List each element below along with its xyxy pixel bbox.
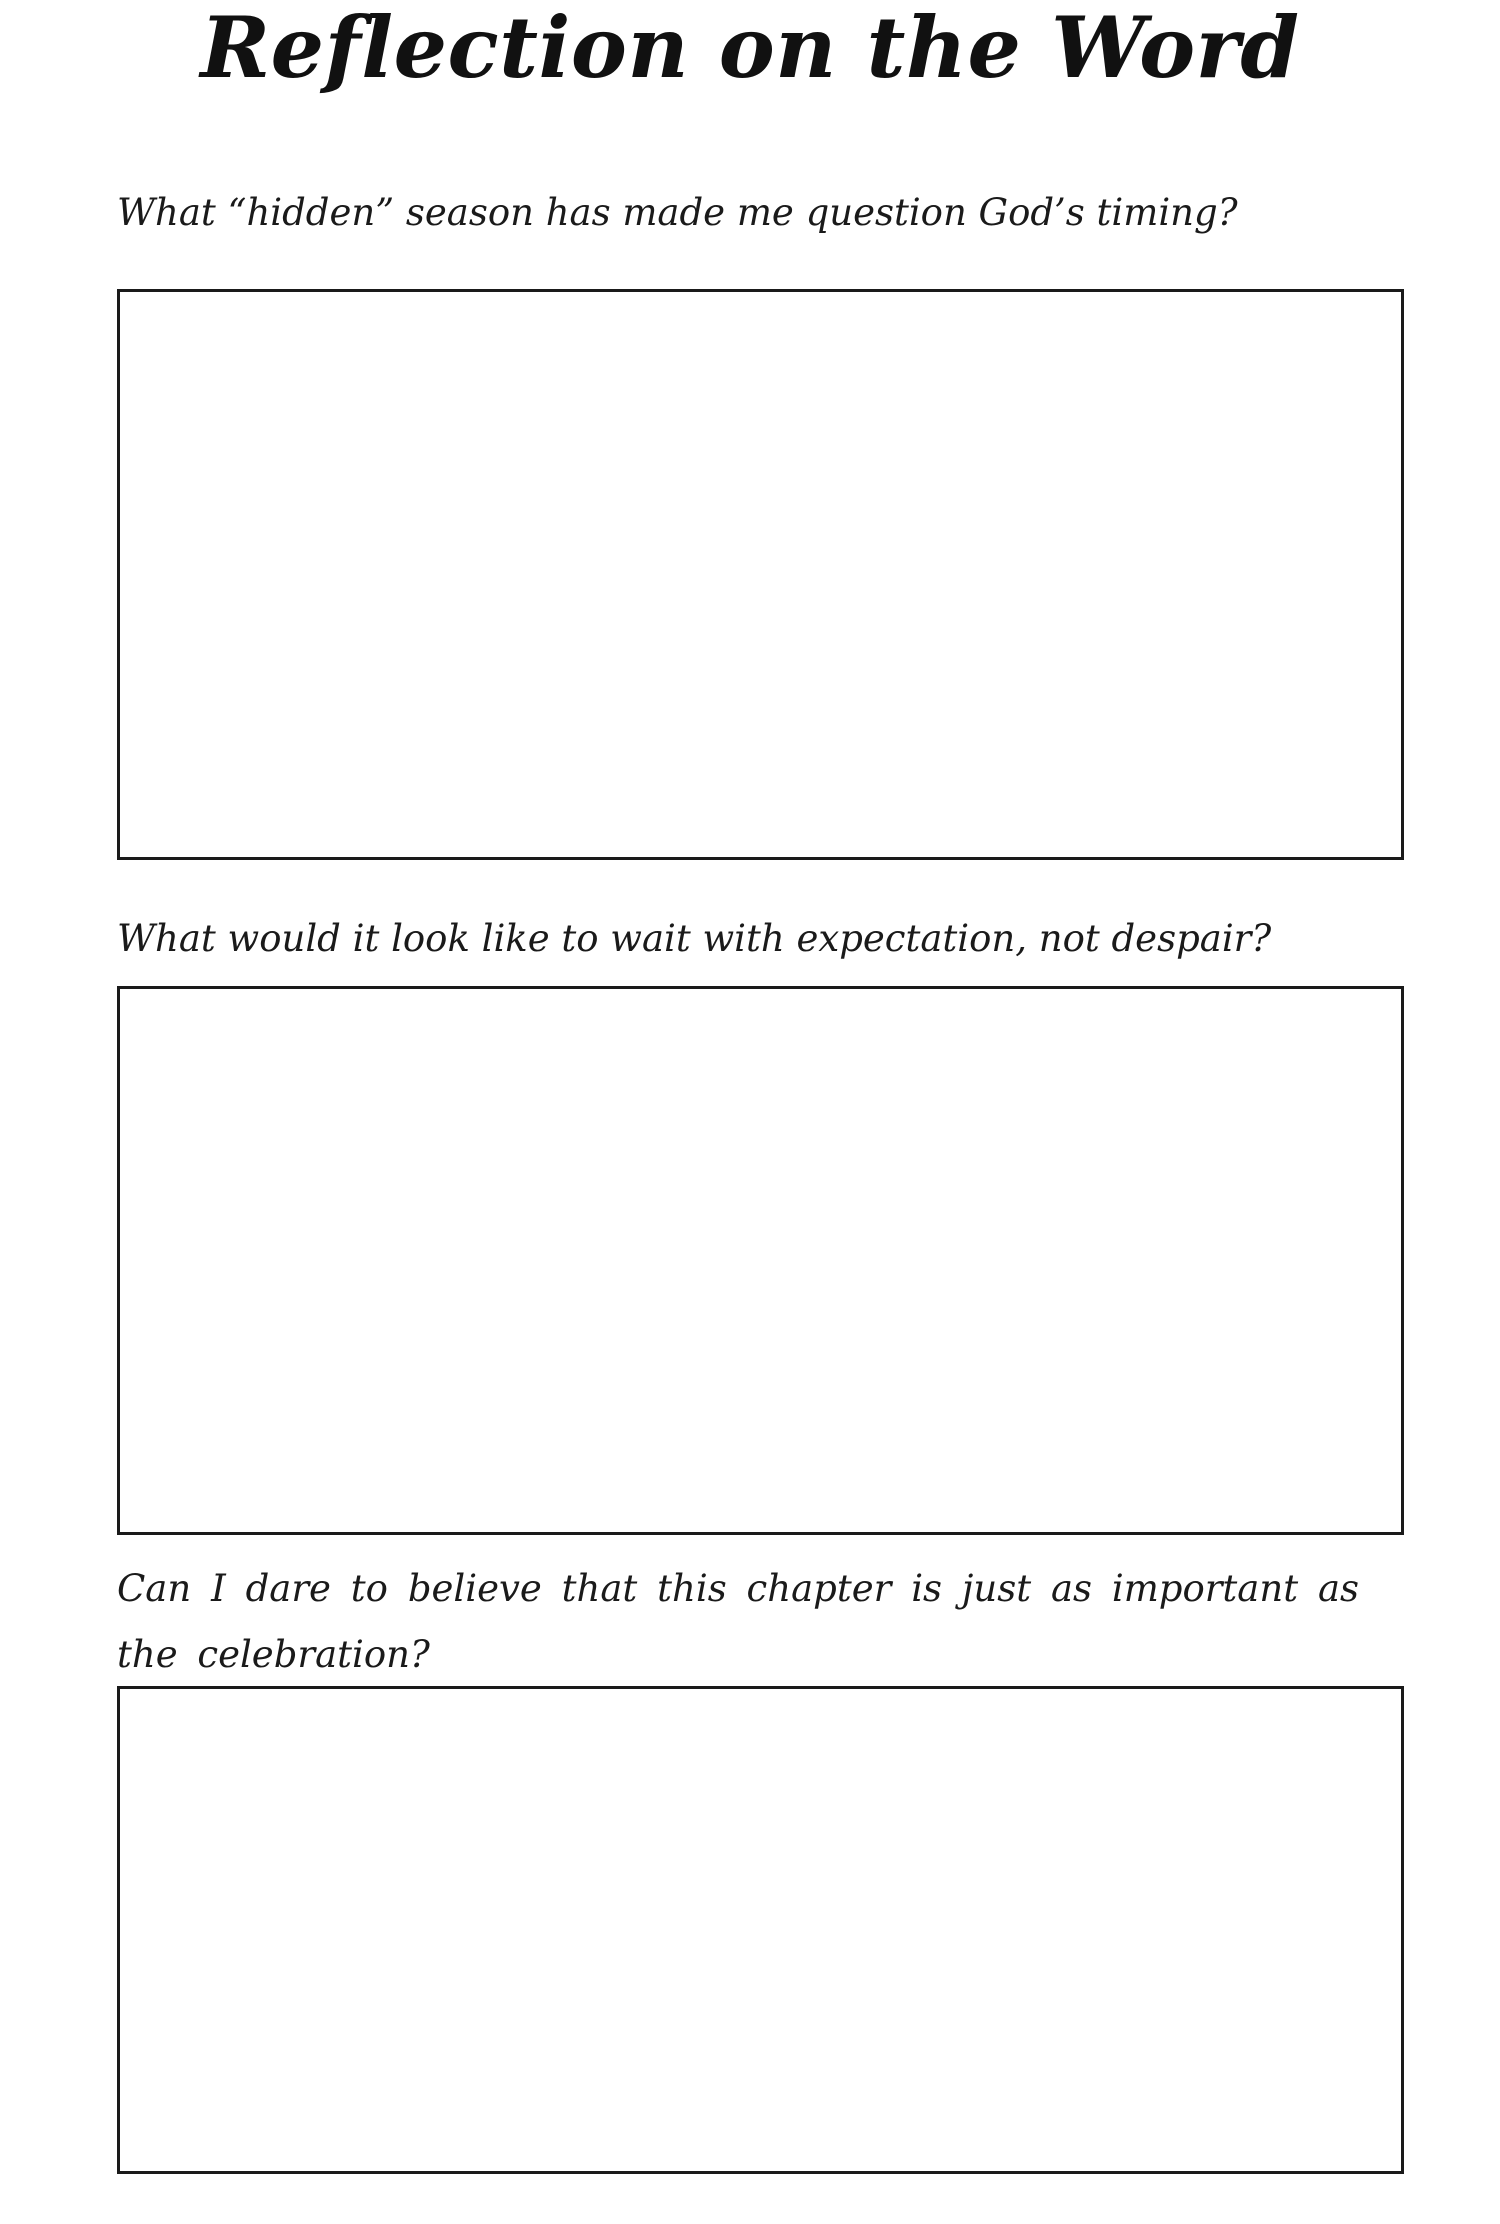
page-title: Reflection on the Word bbox=[200, 0, 1300, 97]
question-1-prompt: What “hidden” season has made me question God’s timing? bbox=[117, 191, 1238, 234]
question-3-prompt: Can I dare to believe that this chapter is just as important as the celebration? bbox=[117, 1567, 1359, 1676]
question-3-answer-box[interactable] bbox=[117, 1686, 1404, 2174]
question-2-prompt: What would it look like to wait with expectation, not despair? bbox=[117, 917, 1272, 960]
question-2-answer-box[interactable] bbox=[117, 986, 1404, 1535]
question-1-answer-box[interactable] bbox=[117, 289, 1404, 860]
